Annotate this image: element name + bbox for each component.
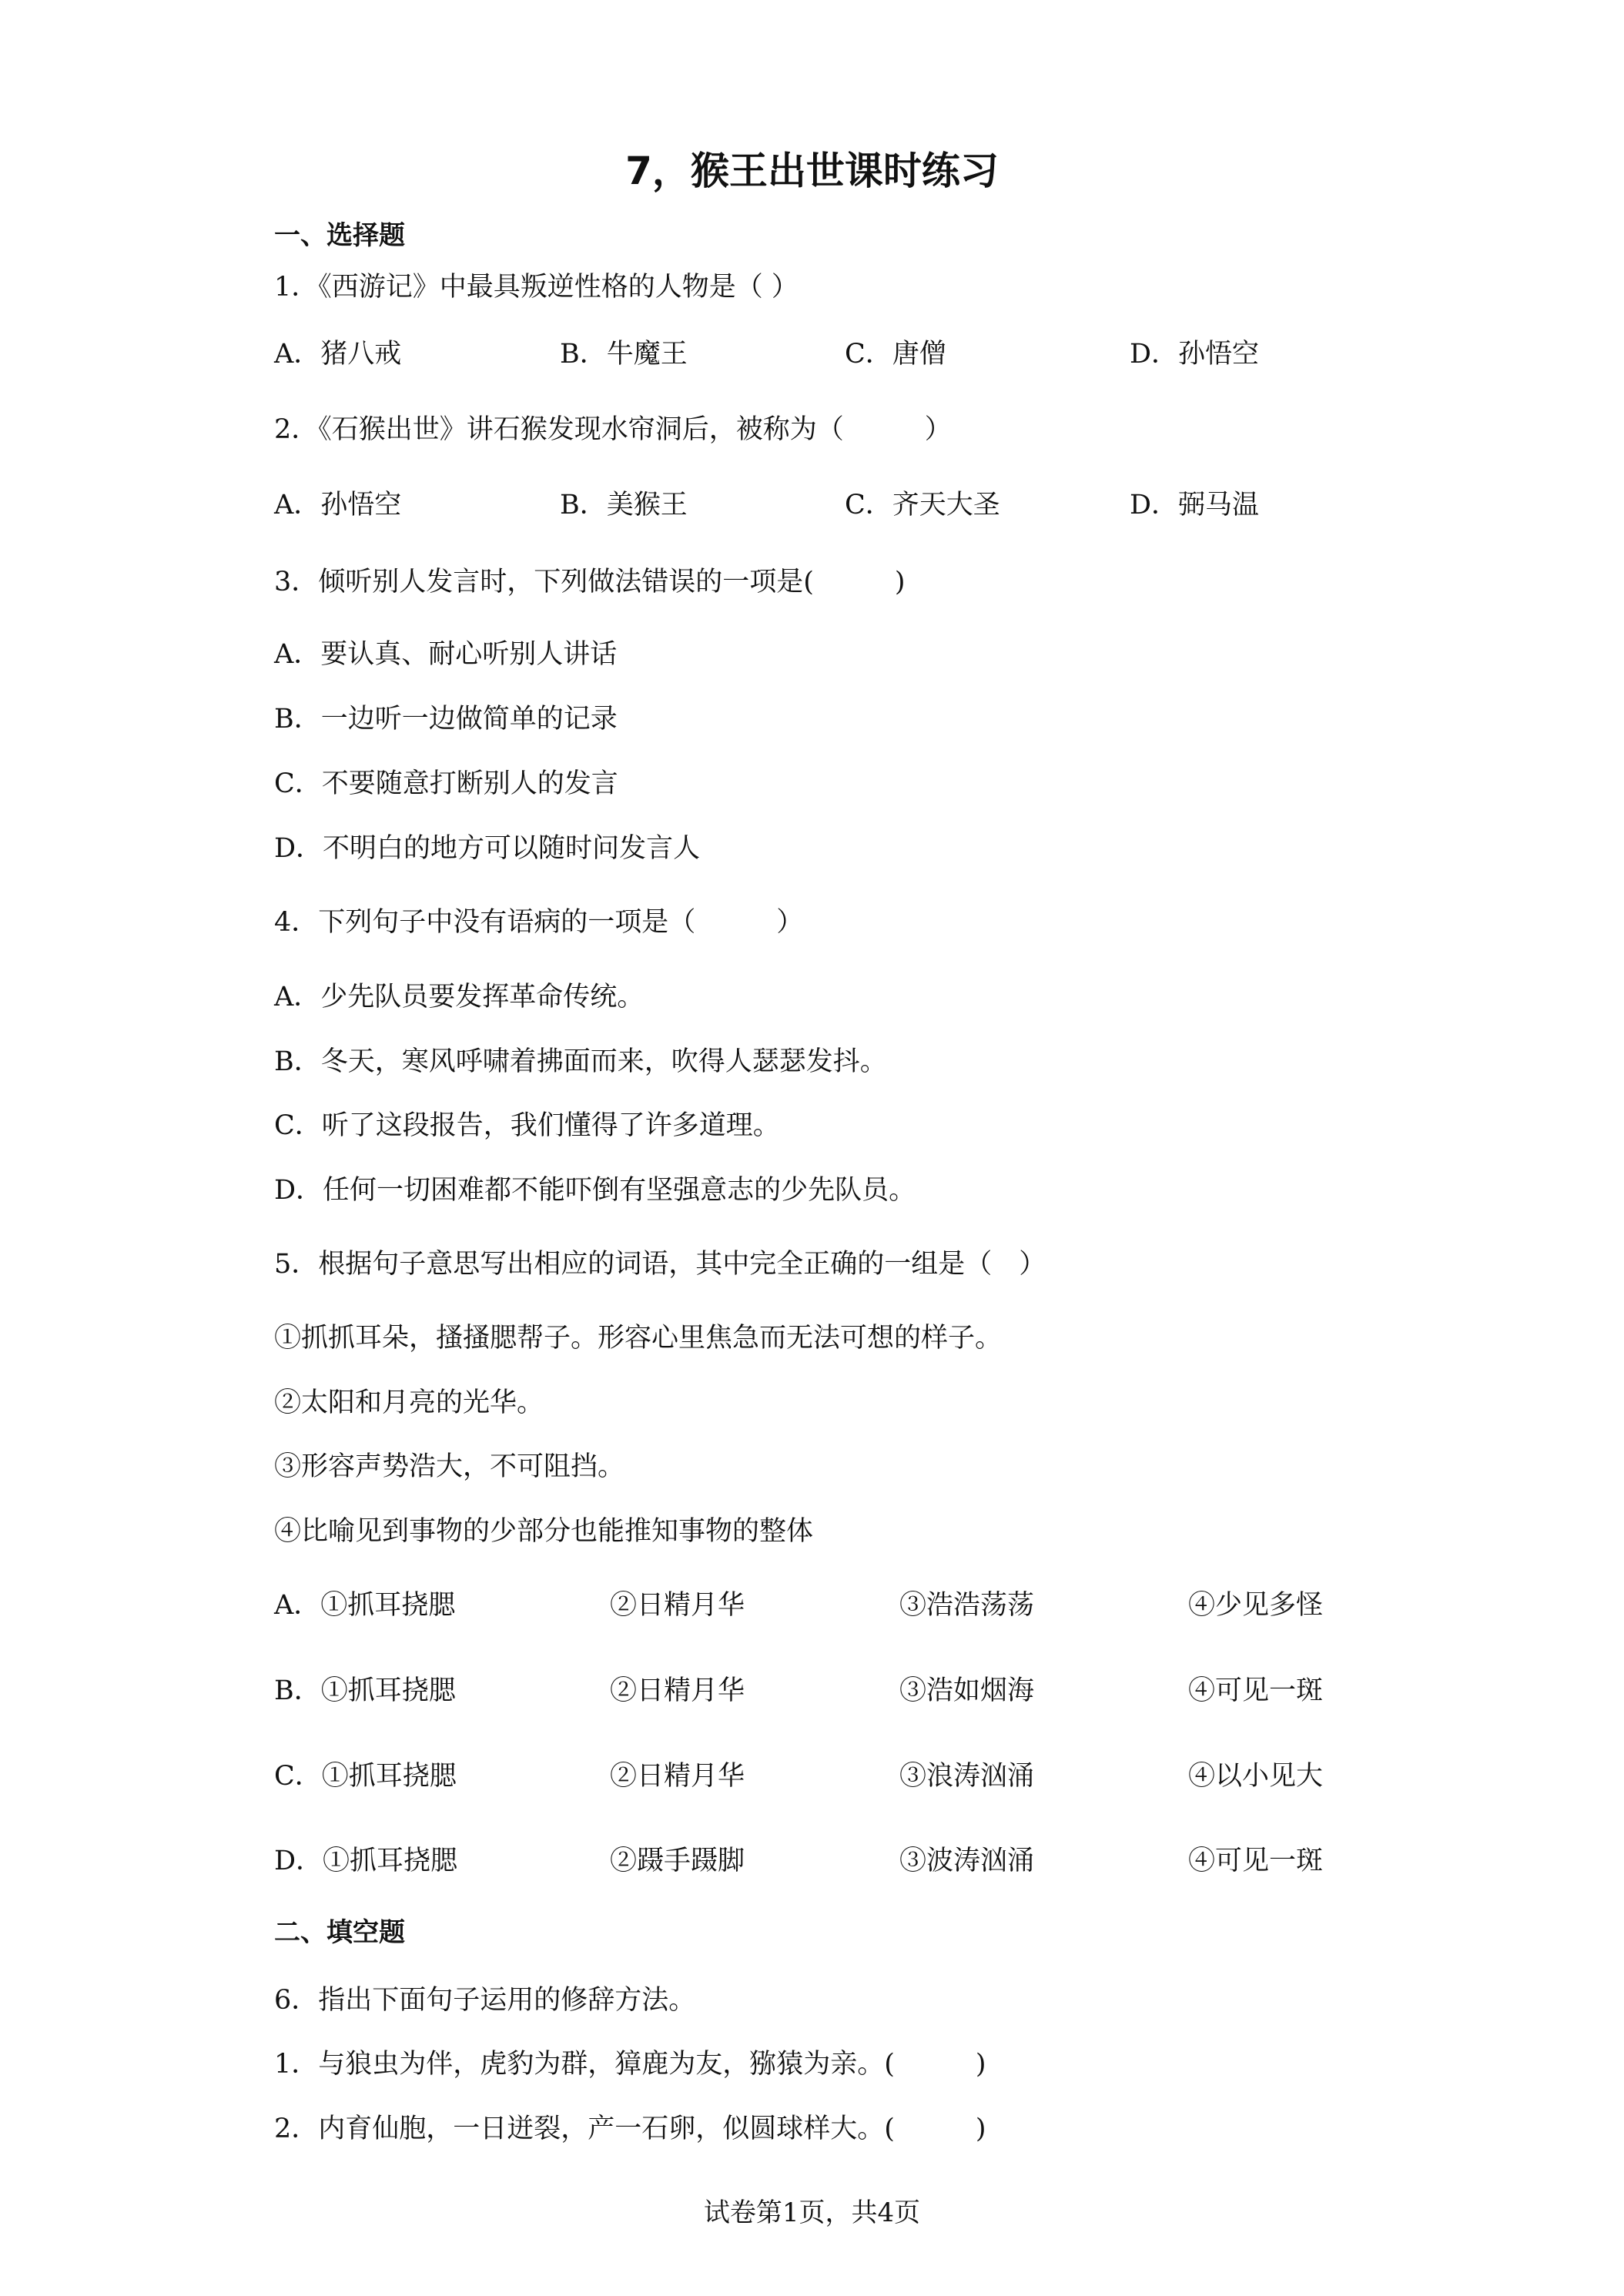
question-5-clue-3: ③形容声势浩大，不可阻挡。 [274,1451,625,1482]
question-5-option-a-4: ④少见多怪 [1188,1590,1324,1621]
question-5-option-d-2: ②蹑手蹑脚 [610,1846,745,1876]
question-3-option-d: D．不明白的地方可以随时问发言人 [274,833,701,864]
question-1-option-b: B．牛魔王 [560,339,688,370]
question-5-option-b-4: ④可见一斑 [1188,1675,1324,1706]
question-3-stem: 3．倾听别人发言时，下列做法错误的一项是( ) [274,567,906,597]
question-5-clue-4: ④比喻见到事物的少部分也能推知事物的整体 [274,1516,814,1547]
question-5-option-a-1: A．①抓耳挠腮 [274,1590,456,1621]
question-5-stem: 5．根据句子意思写出相应的词语，其中完全正确的一组是（ ） [274,1249,1046,1280]
question-1-option-d: D．孙悟空 [1130,339,1260,370]
question-1-option-a: A．猪八戒 [274,339,402,370]
question-5-option-d-4: ④可见一斑 [1188,1846,1324,1876]
question-5-option-d-1: D．①抓耳挠腮 [274,1846,458,1876]
question-5-option-a-2: ②日精月华 [610,1590,745,1621]
question-4-option-d: D．任何一切困难都不能吓倒有坚强意志的少先队员。 [274,1175,916,1206]
question-5-clue-2: ②太阳和月亮的光华。 [274,1387,544,1418]
question-5-option-c-4: ④以小见大 [1188,1761,1324,1792]
question-2-option-a: A．孙悟空 [274,490,402,520]
question-5-option-d-3: ③波涛汹涌 [899,1846,1035,1876]
question-6-item-2: 2．内育仙胞，一日迸裂，产一石卵，似圆球样大。( ) [274,2114,986,2144]
question-2-option-d: D．弼马温 [1130,490,1260,520]
question-1-option-c: C．唐僧 [845,339,946,370]
question-5-option-c-1: C．①抓耳挠腮 [274,1761,457,1792]
question-3-option-b: B．一边听一边做简单的记录 [274,704,618,735]
question-2-stem: 2．《石猴出世》讲石猴发现水帘洞后，被称为（ ） [274,414,952,445]
question-4-option-a: A．少先队员要发挥革命传统。 [274,982,645,1012]
page-footer: 试卷第1页，共4页 [703,2197,921,2228]
question-5-option-b-3: ③浩如烟海 [899,1675,1035,1706]
question-5-option-b-2: ②日精月华 [610,1675,745,1706]
question-4-stem: 4．下列句子中没有语病的一项是（ ） [274,907,804,938]
question-4-option-c: C．听了这段报告，我们懂得了许多道理。 [274,1110,780,1141]
question-3-option-a: A．要认真、耐心听别人讲话 [274,639,618,670]
page-title: 7，猴王出世课时练习 [625,149,999,193]
question-5-option-c-2: ②日精月华 [610,1761,745,1792]
question-1-stem: 1．《西游记》中最具叛逆性格的人物是（ ） [274,272,799,303]
question-6-stem: 6．指出下面句子运用的修辞方法。 [274,1985,696,2016]
question-5-option-b-1: B．①抓耳挠腮 [274,1675,456,1706]
question-5-option-a-3: ③浩浩荡荡 [899,1590,1035,1621]
section-heading-fill: 二、填空题 [274,1917,405,1948]
question-5-option-c-3: ③浪涛汹涌 [899,1761,1035,1792]
section-heading-choice: 一、选择题 [274,220,405,251]
question-6-item-1: 1．与狼虫为伴，虎豹为群，獐鹿为友，猕猿为亲。( ) [274,2049,986,2080]
question-4-option-b: B．冬天，寒风呼啸着拂面而来，吹得人瑟瑟发抖。 [274,1046,887,1077]
question-5-clue-1: ①抓抓耳朵，搔搔腮帮子。形容心里焦急而无法可想的样子。 [274,1323,1003,1354]
question-2-option-c: C．齐天大圣 [845,490,1000,520]
question-2-option-b: B．美猴王 [560,490,688,520]
question-3-option-c: C．不要随意打断别人的发言 [274,768,618,799]
